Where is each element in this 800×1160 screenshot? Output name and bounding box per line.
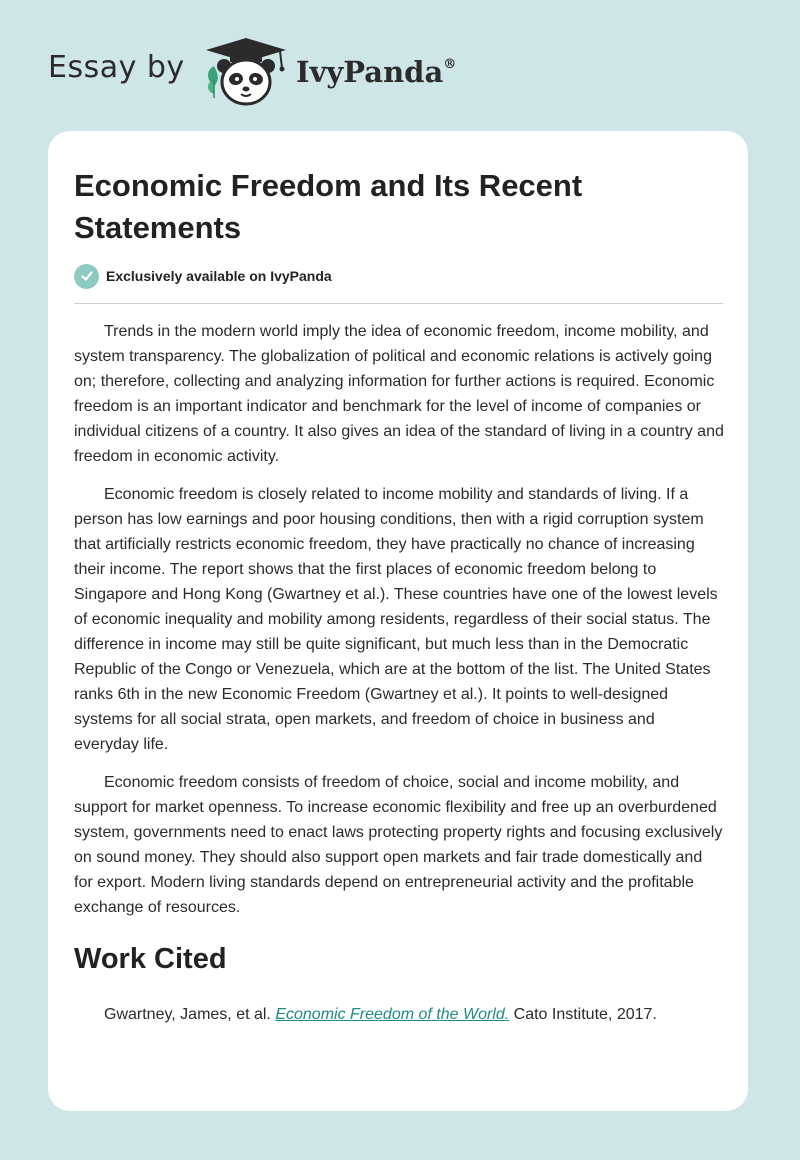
essay-card <box>48 131 748 1111</box>
paragraph: Trends in the modern world imply the idea of economic freedom, income mobility, and system transparency. The globalization of political and economic relations is actively going on; therefore, collecting and analyzing information for further actions is required. Economic freedom is an important indicator and benchmark for the level of income of companies or individual citizens of a country. It also gives an idea of the standard of living in a country and freedom in economic activity. <box>74 323 724 465</box>
essay-title: Economic Freedom and Its Recent Statements <box>74 168 583 245</box>
check-icon <box>74 264 99 289</box>
works-cited-heading: Work Cited <box>74 943 227 975</box>
paragraph: Economic freedom consists of freedom of choice, social and income mobility, and support for market openness. To increase economic flexibility and free up an overburdened system, governments need to enact laws protecting property rights and focusing exclusively on sound money. They should also support open markets and fair trade domestically and for export. Modern living standards depend on entrepreneurial activity and the profitable exchange of resources. <box>74 774 723 916</box>
panda-logo-icon[interactable] <box>200 36 292 108</box>
paragraph: Economic freedom is closely related to income mobility and standards of living. If a person has low earnings and poor housing conditions, then with a rigid corruption system that artificially restricts economic freedom, they have practically no chance of increasing their income. The report shows that the first places of economic freedom belong to Singapore and Hong Kong (Gwartney et al.). These countries have one of the lowest levels of economic inequality and mobility among residents, regardless of their social status. The difference in income may still be quite significant, but much less than in the Democratic Republic of the Congo or Venezuela, which are at the bottom of the list. The United States ranks 6th in the new Economic Freedom (Gwartney et al.). It points to well-designed systems for all social strata, open markets, and freedom of choice in business and everyday life. <box>74 486 718 753</box>
citation <box>104 1006 657 1024</box>
essay-by-label: Essay by <box>48 50 185 85</box>
essay-body <box>74 320 724 935</box>
site-header <box>0 0 800 130</box>
brand-name[interactable] <box>296 55 456 89</box>
citation-prefix: Gwartney, James, et al. <box>104 1006 276 1023</box>
title-divider <box>74 303 723 304</box>
brand-name-text: IvyPanda <box>296 55 444 89</box>
citation-suffix: Cato Institute, 2017. <box>509 1006 657 1023</box>
exclusive-label: Exclusively available on IvyPanda <box>106 268 332 284</box>
exclusive-badge <box>74 263 332 289</box>
citation-link[interactable]: Economic Freedom of the World. <box>275 1006 510 1023</box>
registered-mark: ® <box>443 57 457 72</box>
